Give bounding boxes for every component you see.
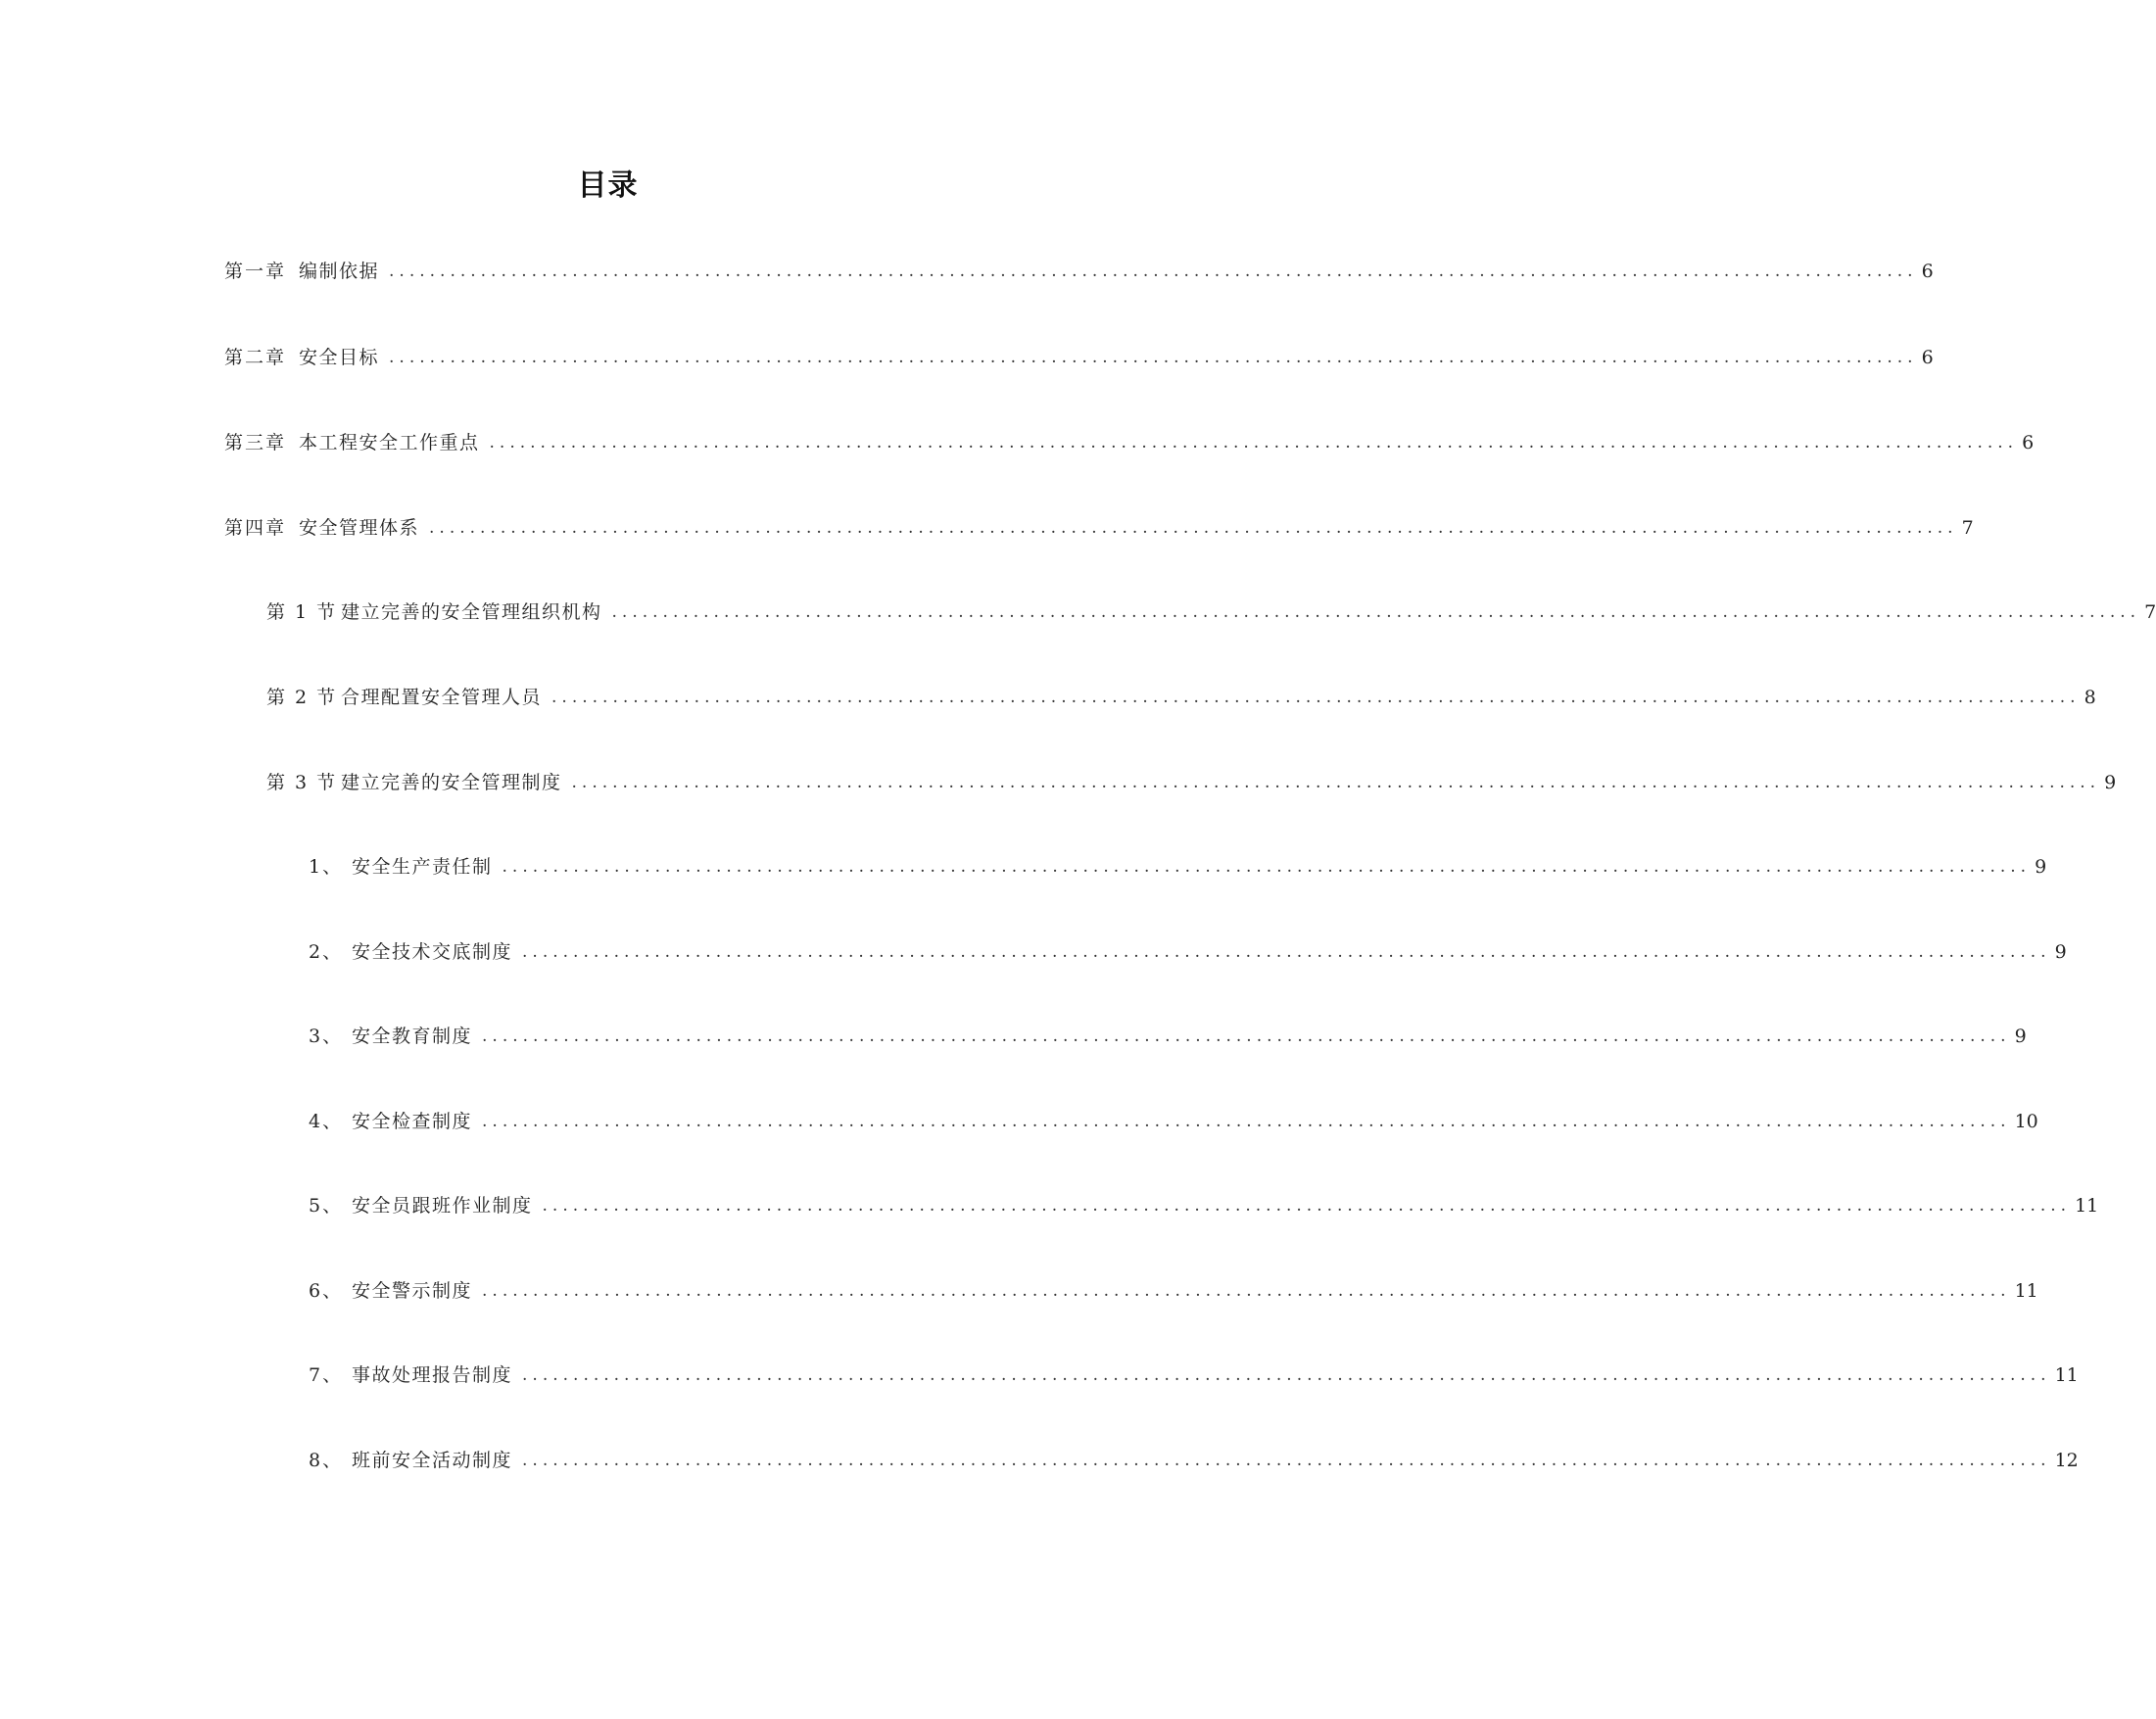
toc-entry-page-number: 8 xyxy=(2084,687,2096,708)
toc-entry-page-number: 11 xyxy=(2014,1280,2038,1302)
toc-entry-number: 第一章 xyxy=(224,261,287,282)
toc-entry-page-number: 12 xyxy=(2054,1450,2079,1471)
toc-dot-leader: ...................................................................................................................................................... xyxy=(522,1451,2051,1470)
toc-entry-number: 4、 xyxy=(309,1111,344,1132)
toc-dot-leader: ...................................................................................................................................................... xyxy=(522,942,2051,962)
toc-dot-leader: ...................................................................................................................................................... xyxy=(482,1281,2011,1301)
toc-entry-page-number: 9 xyxy=(2014,1026,2027,1047)
toc-dot-leader: ...................................................................................................................................................... xyxy=(389,348,1918,367)
toc-dot-leader: ...................................................................................................................................................... xyxy=(571,773,2101,792)
toc-entry-chapter-3[interactable] xyxy=(224,428,2035,457)
toc-dot-leader: ...................................................................................................................................................... xyxy=(542,1196,2072,1216)
toc-entry-page-number: 6 xyxy=(2022,432,2035,454)
toc-entry-section-2[interactable] xyxy=(266,683,2096,712)
toc-entry-title: 安全教育制度 xyxy=(352,1026,473,1047)
toc-entry-page-number: 10 xyxy=(2014,1111,2038,1132)
toc-entry-number: 7、 xyxy=(309,1364,344,1386)
toc-entry-title: 合理配置安全管理人员 xyxy=(341,687,543,708)
toc-entry-page-number: 9 xyxy=(2104,772,2117,793)
toc-entry-chapter-4[interactable] xyxy=(224,513,1974,543)
toc-entry-page-number: 11 xyxy=(2075,1195,2099,1217)
toc-entry-number: 第 2 节 xyxy=(266,687,338,708)
toc-entry-number: 第四章 xyxy=(224,517,287,539)
toc-dot-leader: ...................................................................................................................................................... xyxy=(389,262,1918,281)
toc-entry-number: 5、 xyxy=(309,1195,344,1217)
toc-dot-leader: ...................................................................................................................................................... xyxy=(489,433,2019,453)
toc-dot-leader: ...................................................................................................................................................... xyxy=(482,1112,2011,1131)
toc-entry-page-number: 6 xyxy=(1921,261,1934,282)
toc-entry-title: 班前安全活动制度 xyxy=(352,1450,513,1471)
toc-entry-number: 6、 xyxy=(309,1280,344,1302)
toc-entry-page-number: 7 xyxy=(1961,517,1974,539)
toc-entry-page-number: 9 xyxy=(2054,941,2067,963)
toc-entry-page-number: 6 xyxy=(1921,347,1934,368)
toc-entry-title: 建立完善的安全管理制度 xyxy=(341,772,562,793)
toc-entry-title: 事故处理报告制度 xyxy=(352,1364,513,1386)
toc-entry-title: 编制依据 xyxy=(299,261,380,282)
toc-dot-leader: ...................................................................................................................................................... xyxy=(502,857,2032,877)
toc-entry-item-4[interactable] xyxy=(309,1107,2038,1136)
toc-entry-title: 本工程安全工作重点 xyxy=(299,432,480,454)
toc-entry-page-number: 11 xyxy=(2054,1364,2079,1386)
toc-entry-title: 安全员跟班作业制度 xyxy=(352,1195,533,1217)
toc-entry-number: 8、 xyxy=(309,1450,344,1471)
toc-entry-title: 安全检查制度 xyxy=(352,1111,473,1132)
toc-entry-section-3[interactable] xyxy=(266,768,2117,797)
toc-entry-number: 3、 xyxy=(309,1026,344,1047)
page-title: 目录 xyxy=(577,168,639,203)
toc-dot-leader: ...................................................................................................................................................... xyxy=(522,1365,2051,1385)
toc-entry-title: 安全目标 xyxy=(299,347,380,368)
toc-entry-page-number: 7 xyxy=(2144,601,2156,623)
toc-entry-title: 安全生产责任制 xyxy=(352,856,493,878)
toc-entry-title: 安全管理体系 xyxy=(299,517,420,539)
toc-entry-number: 第二章 xyxy=(224,347,287,368)
toc-entry-number: 1、 xyxy=(309,856,344,878)
toc-entry-number: 2、 xyxy=(309,941,344,963)
toc-dot-leader: ...................................................................................................................................................... xyxy=(611,602,2141,622)
toc-entry-number: 第 1 节 xyxy=(266,601,338,623)
toc-dot-leader: ...................................................................................................................................................... xyxy=(551,688,2081,707)
toc-entry-title: 安全警示制度 xyxy=(352,1280,473,1302)
toc-entry-section-1[interactable] xyxy=(266,597,2156,627)
toc-entry-item-8[interactable] xyxy=(309,1446,2079,1475)
toc-entry-item-3[interactable] xyxy=(309,1022,2027,1051)
toc-entry-item-2[interactable] xyxy=(309,937,2067,967)
toc-dot-leader: ...................................................................................................................................................... xyxy=(429,518,1958,538)
toc-entry-number: 第三章 xyxy=(224,432,287,454)
toc-entry-item-5[interactable] xyxy=(309,1191,2099,1220)
toc-entry-number: 第 3 节 xyxy=(266,772,338,793)
toc-entry-chapter-2[interactable] xyxy=(224,343,1934,372)
toc-entry-item-7[interactable] xyxy=(309,1361,2079,1390)
toc-entry-item-1[interactable] xyxy=(309,852,2047,882)
toc-entry-title: 安全技术交底制度 xyxy=(352,941,513,963)
toc-entry-chapter-1[interactable] xyxy=(224,257,1934,286)
toc-entry-title: 建立完善的安全管理组织机构 xyxy=(341,601,602,623)
toc-entry-page-number: 9 xyxy=(2035,856,2047,878)
toc-entry-item-6[interactable] xyxy=(309,1276,2038,1306)
toc-dot-leader: ...................................................................................................................................................... xyxy=(482,1027,2011,1046)
